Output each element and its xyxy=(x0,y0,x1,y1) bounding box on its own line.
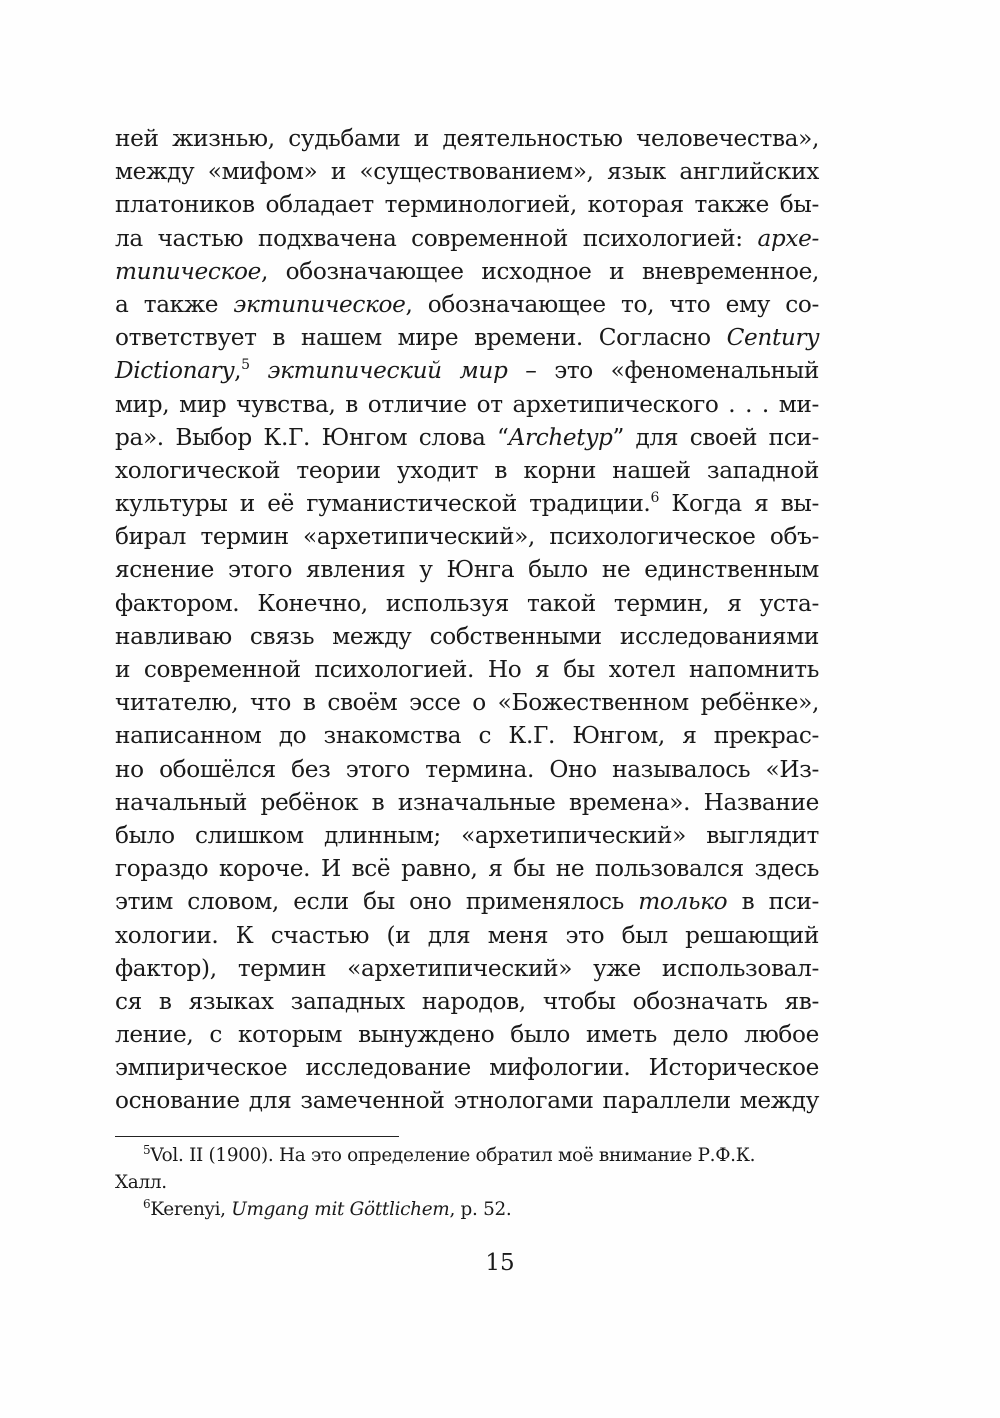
text-line xyxy=(115,553,819,586)
text-line xyxy=(115,620,819,653)
text-run: но обошёлся без этого термина. Оно называлось «Из- xyxy=(115,755,819,783)
text-line xyxy=(115,155,819,188)
text-run: Vol. II (1900). На это определение обратил моё внимание Р.Ф.К. xyxy=(150,1145,756,1166)
italic-text: Century xyxy=(726,324,819,352)
text-run: гораздо короче. И всё равно, я бы не пользовался здесь xyxy=(115,855,819,883)
text-run: читателю, что в своём эссе о «Божественном ребёнке», xyxy=(115,689,819,717)
text-run: платоников обладает терминологией, которая также бы- xyxy=(115,191,819,219)
italic-text: Dictionary xyxy=(115,357,235,385)
text-line xyxy=(115,222,819,255)
text-run: эмпирическое исследование мифологии. Историческое xyxy=(115,1054,819,1082)
text-run: , p. 52. xyxy=(449,1199,512,1220)
text-line xyxy=(115,454,819,487)
text-line xyxy=(115,587,819,620)
text-line xyxy=(115,686,819,719)
text-line xyxy=(115,321,819,354)
text-run: , обозначающее то, что ему со- xyxy=(405,290,819,318)
text-run: ответствует в нашем мире времени. Согласно xyxy=(115,324,727,352)
text-run: ра». Выбор К.Г. Юнгом слова “ xyxy=(115,423,509,451)
text-run: Kerenyi, xyxy=(150,1199,232,1220)
text-run: основание для замеченной этнологами параллели между xyxy=(115,1087,819,1115)
italic-text: эктипическое xyxy=(233,290,406,318)
text-run: мир, мир чувства, в отличие от архетипического . . . ми- xyxy=(115,390,819,418)
text-line xyxy=(115,852,819,885)
text-run: между «мифом» и «существованием», язык английских xyxy=(115,158,819,186)
text-run: фактором. Конечно, используя такой термин, я уста- xyxy=(115,589,819,617)
footnote-reference: 6 xyxy=(650,490,660,507)
footnote-divider xyxy=(115,1136,399,1137)
italic-text: только xyxy=(638,888,728,916)
text-line xyxy=(115,388,819,421)
footnote-number: 5 xyxy=(143,1143,151,1157)
text-line xyxy=(115,487,819,520)
text-run: , xyxy=(234,357,242,385)
text-run: было слишком длинным; «архетипический» выглядит xyxy=(115,821,819,849)
text-run: ла частью подхвачена современной психологией: xyxy=(115,224,758,252)
footnote-number: 6 xyxy=(143,1197,151,1211)
text-line xyxy=(115,122,819,155)
page-number: 15 xyxy=(485,1250,515,1276)
footnote-line xyxy=(115,1196,819,1223)
text-line xyxy=(115,354,819,387)
text-run xyxy=(250,357,268,384)
text-run: ” для своей пси- xyxy=(612,423,819,451)
text-line xyxy=(115,1084,819,1117)
text-run: культуры и её гуманистической традиции. xyxy=(115,490,651,518)
text-run: в пси- xyxy=(727,888,819,916)
text-run: а также xyxy=(115,290,234,318)
text-run: Халл. xyxy=(115,1172,167,1193)
text-run: написанном до знакомства с К.Г. Юнгом, я прекрас- xyxy=(115,722,819,750)
text-run: хологической теории уходит в корни нашей западной xyxy=(115,456,819,484)
text-run: хологии. К счастью (и для меня это был решающий xyxy=(115,921,819,949)
text-run: и современной психологией. Но я бы хотел напомнить xyxy=(115,656,819,683)
text-run: , обозначающее исходное и вневременное, xyxy=(260,257,819,285)
footnote-reference: 5 xyxy=(241,357,250,374)
text-run: ление, с которым вынуждено было иметь дело любое xyxy=(115,1021,819,1049)
text-line xyxy=(115,421,819,454)
text-run: этим словом, если бы оно применялось xyxy=(115,888,639,916)
italic-text: эктипический мир xyxy=(267,357,508,385)
text-run: Когда я вы- xyxy=(659,490,819,518)
text-run: бирал термин «архетипический», психологическое объ- xyxy=(115,523,819,551)
text-line xyxy=(115,753,819,786)
text-line xyxy=(115,288,819,321)
footnote-line xyxy=(115,1142,819,1169)
footnote-line xyxy=(115,1169,819,1196)
text-run: начальный ребёнок в изначальные времена». Название xyxy=(115,788,819,816)
text-line xyxy=(115,786,819,819)
text-run: фактор), термин «архетипический» уже использовал- xyxy=(115,954,819,982)
text-line xyxy=(115,653,819,686)
text-line xyxy=(115,255,819,288)
italic-text: Archetyp xyxy=(508,423,613,451)
text-line xyxy=(115,188,819,221)
text-line xyxy=(115,1018,819,1051)
text-line xyxy=(115,885,819,918)
text-run: ней жизнью, судьбами и деятельностью человечества», xyxy=(115,125,819,152)
text-line xyxy=(115,952,819,985)
italic-text: Umgang mit Göttlichem xyxy=(231,1199,450,1220)
italic-text: архе- xyxy=(757,224,819,252)
text-run: ся в языках западных народов, чтобы обозначать яв- xyxy=(115,987,819,1015)
italic-text: типическое xyxy=(115,257,261,285)
text-line xyxy=(115,819,819,852)
footnotes-block xyxy=(115,1142,819,1223)
text-line xyxy=(115,919,819,952)
text-line xyxy=(115,1051,819,1084)
text-run: навливаю связь между собственными исследованиями xyxy=(115,622,819,650)
text-line xyxy=(115,985,819,1018)
main-text-block xyxy=(115,122,819,1118)
text-run: – это «феноменальный xyxy=(507,357,819,385)
text-line xyxy=(115,719,819,752)
text-run: яснение этого явления у Юнга было не единственным xyxy=(115,556,819,584)
text-line xyxy=(115,520,819,553)
